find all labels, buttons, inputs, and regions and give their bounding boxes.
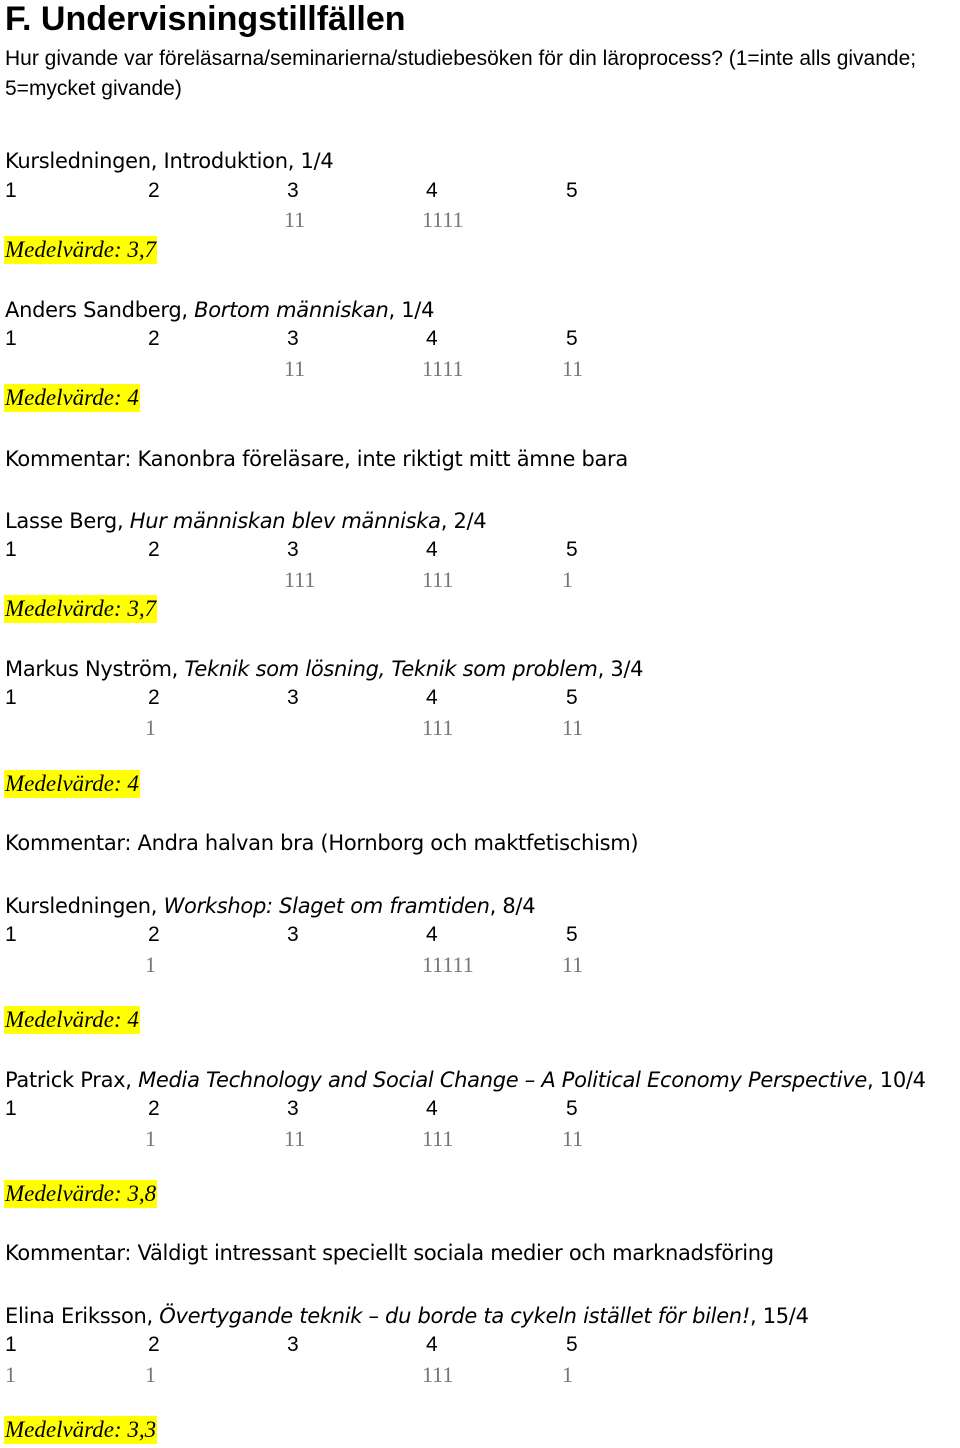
scale-label: 2 bbox=[148, 923, 160, 946]
mean-value: Medelvärde: 4 bbox=[5, 385, 139, 410]
scale-label: 3 bbox=[287, 327, 299, 350]
scale-label: 1 bbox=[5, 179, 17, 202]
tally-count: 1 bbox=[562, 567, 573, 592]
tally-count: 11 bbox=[562, 952, 584, 977]
tally-row bbox=[0, 1126, 700, 1152]
tally-count: 1 bbox=[5, 1362, 16, 1387]
question-text: Hur givande var föreläsarna/seminarierna/studiebesöken för din läroprocess? (1=inte alls givande; 5=mycket givande) bbox=[5, 47, 917, 100]
scale-label: 4 bbox=[426, 1097, 438, 1120]
scale-label: 3 bbox=[287, 538, 299, 561]
scale-label: 3 bbox=[287, 179, 299, 202]
session-title: Markus Nyström, Teknik som lösning, Teknik som problem, 3/4 bbox=[5, 657, 644, 681]
tally-row bbox=[0, 356, 700, 382]
scale-label: 4 bbox=[426, 179, 438, 202]
tally-count: 11111 bbox=[422, 952, 474, 977]
tally-count: 11 bbox=[284, 356, 306, 381]
scale-label: 4 bbox=[426, 327, 438, 350]
session-title: Patrick Prax, Media Technology and Social Change – A Political Economy Perspective, 10/4 bbox=[5, 1068, 926, 1092]
tally-count: 111 bbox=[422, 1362, 454, 1387]
scale-label: 5 bbox=[566, 538, 578, 561]
tally-count: 11 bbox=[562, 356, 584, 381]
scale-label: 2 bbox=[148, 538, 160, 561]
rating-scale bbox=[0, 537, 700, 563]
tally-count: 1111 bbox=[422, 356, 464, 381]
tally-count: 1 bbox=[562, 1362, 573, 1387]
scale-label: 2 bbox=[148, 327, 160, 350]
page-heading: F. Undervisningstillfällen bbox=[5, 0, 406, 38]
scale-label: 3 bbox=[287, 686, 299, 709]
tally-row bbox=[0, 207, 700, 233]
tally-count: 11 bbox=[562, 715, 584, 740]
scale-label: 1 bbox=[5, 923, 17, 946]
scale-label: 5 bbox=[566, 1097, 578, 1120]
tally-row bbox=[0, 567, 700, 593]
comment-text: Kommentar: Väldigt intressant speciellt sociala medier och marknadsföring bbox=[5, 1241, 774, 1265]
scale-label: 2 bbox=[148, 179, 160, 202]
mean-value: Medelvärde: 4 bbox=[5, 771, 139, 796]
scale-label: 1 bbox=[5, 1333, 17, 1356]
scale-label: 1 bbox=[5, 686, 17, 709]
scale-label: 4 bbox=[426, 538, 438, 561]
session-title: Kursledningen, Introduktion, 1/4 bbox=[5, 149, 334, 173]
scale-label: 3 bbox=[287, 923, 299, 946]
tally-count: 11 bbox=[284, 207, 306, 232]
tally-count: 1 bbox=[145, 715, 156, 740]
scale-label: 1 bbox=[5, 538, 17, 561]
mean-value: Medelvärde: 4 bbox=[5, 1007, 139, 1032]
tally-count: 1 bbox=[145, 952, 156, 977]
tally-count: 111 bbox=[422, 715, 454, 740]
tally-count: 1 bbox=[145, 1126, 156, 1151]
scale-label: 4 bbox=[426, 923, 438, 946]
scale-label: 1 bbox=[5, 1097, 17, 1120]
session-title: Kursledningen, Workshop: Slaget om framtiden, 8/4 bbox=[5, 894, 536, 918]
comment-text: Kommentar: Kanonbra föreläsare, inte riktigt mitt ämne bara bbox=[5, 447, 628, 471]
rating-scale bbox=[0, 1096, 700, 1122]
tally-count: 1111 bbox=[422, 207, 464, 232]
comment-text: Kommentar: Andra halvan bra (Hornborg och maktfetischism) bbox=[5, 831, 639, 855]
tally-row bbox=[0, 952, 700, 978]
tally-row bbox=[0, 715, 700, 741]
mean-value: Medelvärde: 3,8 bbox=[5, 1181, 157, 1206]
tally-count: 11 bbox=[562, 1126, 584, 1151]
session-title: Lasse Berg, Hur människan blev människa, 2/4 bbox=[5, 509, 487, 533]
tally-row bbox=[0, 1362, 700, 1388]
rating-scale bbox=[0, 1332, 700, 1358]
rating-scale bbox=[0, 178, 700, 204]
rating-scale bbox=[0, 326, 700, 352]
scale-label: 5 bbox=[566, 686, 578, 709]
scale-label: 1 bbox=[5, 327, 17, 350]
scale-label: 5 bbox=[566, 1333, 578, 1356]
scale-label: 2 bbox=[148, 1333, 160, 1356]
tally-count: 111 bbox=[422, 567, 454, 592]
tally-count: 111 bbox=[422, 1126, 454, 1151]
scale-label: 4 bbox=[426, 686, 438, 709]
scale-label: 2 bbox=[148, 1097, 160, 1120]
scale-label: 5 bbox=[566, 327, 578, 350]
scale-label: 3 bbox=[287, 1333, 299, 1356]
mean-value: Medelvärde: 3,7 bbox=[5, 596, 157, 621]
session-title: Anders Sandberg, Bortom människan, 1/4 bbox=[5, 298, 435, 322]
scale-label: 3 bbox=[287, 1097, 299, 1120]
tally-count: 1 bbox=[145, 1362, 156, 1387]
rating-scale bbox=[0, 685, 700, 711]
mean-value: Medelvärde: 3,7 bbox=[5, 237, 157, 262]
scale-label: 5 bbox=[566, 923, 578, 946]
mean-value: Medelvärde: 3,3 bbox=[5, 1417, 157, 1442]
tally-count: 11 bbox=[284, 1126, 306, 1151]
rating-scale bbox=[0, 922, 700, 948]
scale-label: 4 bbox=[426, 1333, 438, 1356]
scale-label: 2 bbox=[148, 686, 160, 709]
scale-label: 5 bbox=[566, 179, 578, 202]
session-title: Elina Eriksson, Övertygande teknik – du borde ta cykeln istället för bilen!, 15/4 bbox=[5, 1304, 809, 1328]
tally-count: 111 bbox=[284, 567, 316, 592]
